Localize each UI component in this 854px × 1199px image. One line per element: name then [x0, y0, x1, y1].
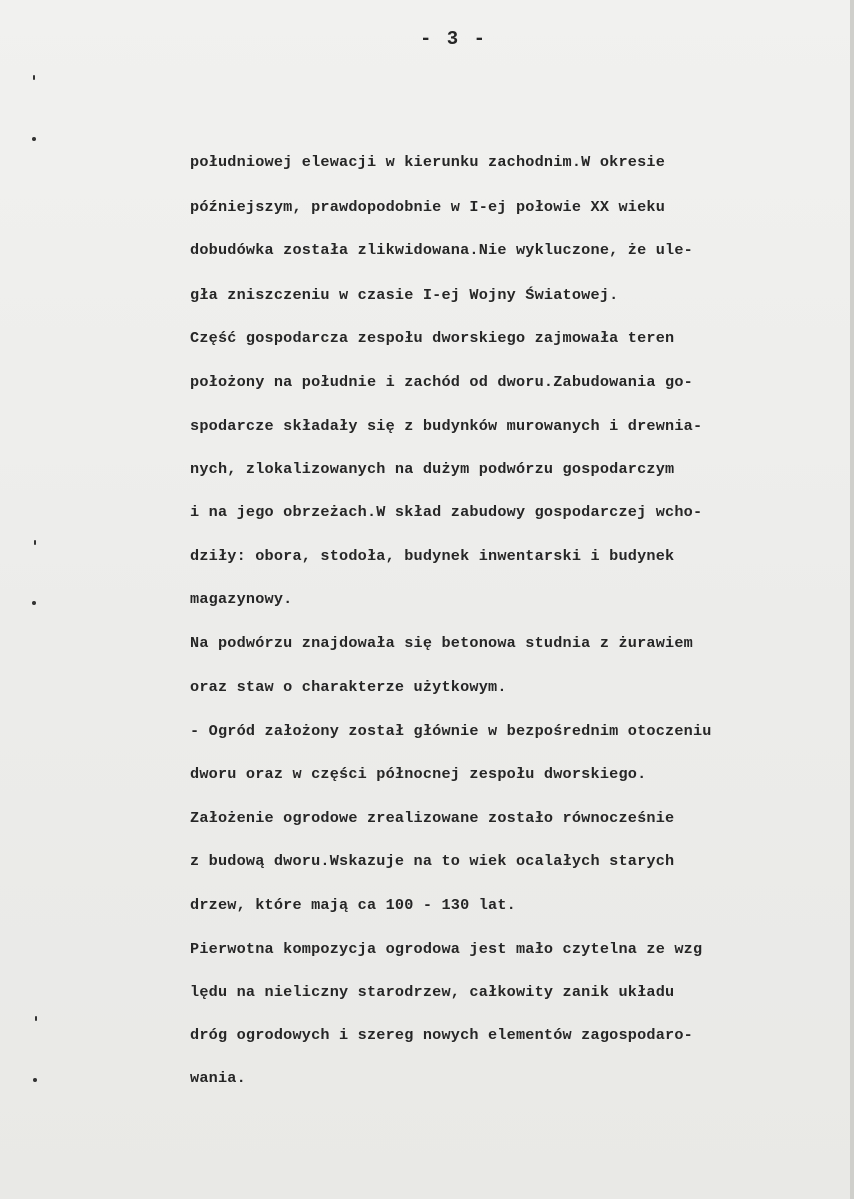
punch-hole-mark: [32, 601, 36, 605]
text-line: dziły: obora, stodoła, budynek inwentarski i budynek: [190, 547, 675, 565]
text-line: z budową dworu.Wskazuje na to wiek ocalałych starych: [190, 852, 675, 870]
text-line: drzew, które mają ca 100 - 130 lat.: [190, 896, 516, 914]
text-line: gła zniszczeniu w czasie I-ej Wojny Światowej.: [190, 286, 619, 304]
text-line: późniejszym, prawdopodobnie w I-ej połowie XX wieku: [190, 198, 666, 216]
text-line: Pierwotna kompozycja ogrodowa jest mało czytelna ze wzg: [190, 940, 703, 958]
text-line: położony na południe i zachód od dworu.Zabudowania go-: [190, 373, 693, 391]
punch-hole-mark: [33, 1078, 37, 1082]
text-line: nych, zlokalizowanych na dużym podwórzu gospodarczym: [190, 460, 675, 478]
text-line: lędu na nieliczny starodrzew, całkowity zanik układu: [190, 983, 675, 1001]
page-edge: [850, 0, 854, 1199]
margin-mark: [33, 75, 35, 80]
text-line: dobudówka została zlikwidowana.Nie wykluczone, że ule-: [190, 241, 693, 259]
text-line: i na jego obrzeżach.W skład zabudowy gospodarczej wcho-: [190, 503, 703, 521]
text-line: Na podwórzu znajdowała się betonowa studnia z żurawiem: [190, 634, 693, 652]
text-line: Część gospodarcza zespołu dworskiego zajmowała teren: [190, 329, 675, 347]
text-line: oraz staw o charakterze użytkowym.: [190, 678, 507, 696]
punch-hole-mark: [32, 137, 36, 141]
text-line: wania.: [190, 1069, 246, 1087]
page-number: - 3 -: [420, 28, 488, 50]
margin-mark: [35, 1016, 37, 1021]
margin-mark: [34, 540, 36, 545]
text-line: południowej elewacji w kierunku zachodnim.W okresie: [190, 153, 666, 171]
text-line: - Ogród założony został głównie w bezpośrednim otoczeniu: [190, 722, 712, 740]
text-line: dworu oraz w części północnej zespołu dworskiego.: [190, 765, 647, 783]
text-line: dróg ogrodowych i szereg nowych elementów zagospodaro-: [190, 1026, 693, 1044]
text-line: spodarcze składały się z budynków murowanych i drewnia-: [190, 417, 703, 435]
text-line: magazynowy.: [190, 590, 293, 608]
text-line: Założenie ogrodowe zrealizowane zostało równocześnie: [190, 809, 675, 827]
